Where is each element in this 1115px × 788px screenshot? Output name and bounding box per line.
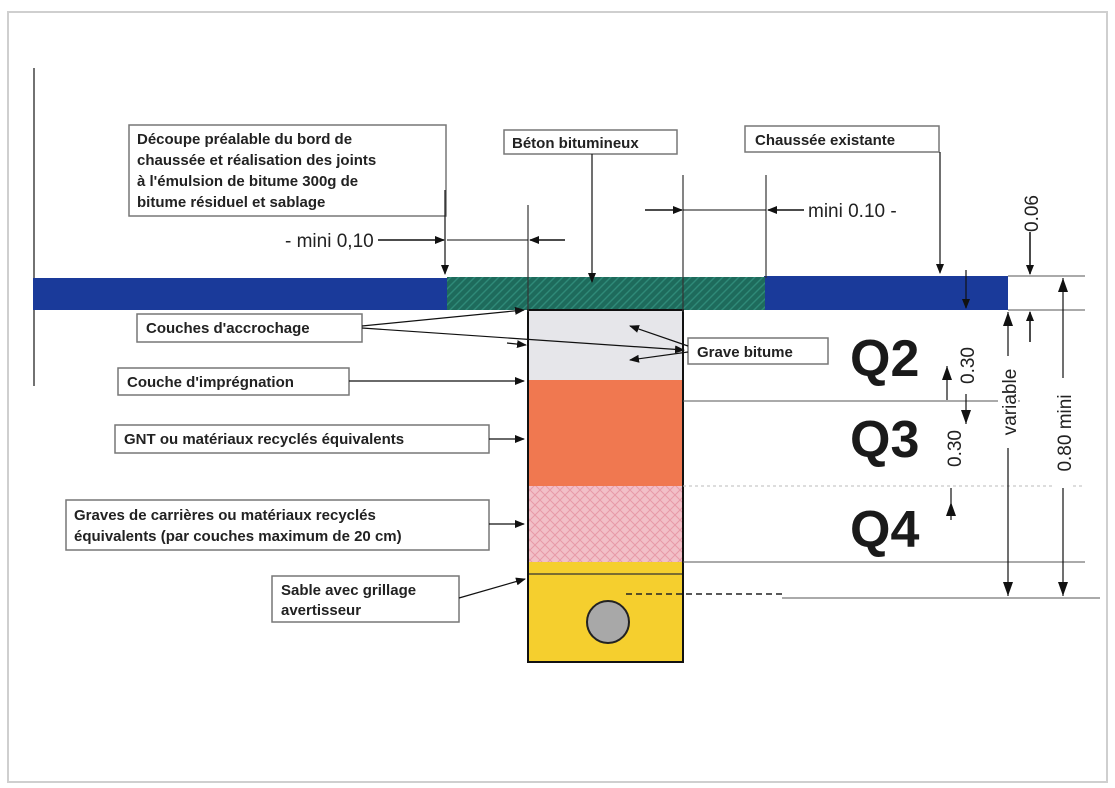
existing-road-left <box>33 278 448 310</box>
dim-030b-arrow-bottom <box>946 502 956 516</box>
callout-grave-bitume-label: Grave bitume <box>697 344 793 361</box>
callout-accrochage-label: Couches d'accrochage <box>146 320 310 337</box>
callout-accrochage-leader-1 <box>362 310 524 326</box>
pipe-icon <box>587 601 629 643</box>
callout-gnt-label: GNT ou matériaux recyclés équivalents <box>124 431 405 448</box>
dim-080-arrow-top <box>1058 278 1068 292</box>
callout-impregnation-label: Couche d'imprégnation <box>127 374 294 391</box>
callout-decoupe-line-2: chaussée et réalisation des joints <box>137 152 377 169</box>
callout-graves-line-2: équivalents (par couches maximum de 20 cm) <box>74 528 402 545</box>
callout-beton-label: Béton bitumineux <box>512 135 639 152</box>
dim-030a-label: 0.30 <box>958 347 979 384</box>
dim-080-label: 0.80 mini <box>1055 394 1076 472</box>
dim-030b-arrow-top <box>961 410 971 424</box>
callout-sable-line-1: Sable avec grillage <box>281 582 417 599</box>
asphalt-concrete-hatch <box>447 277 765 310</box>
zone-q3-label: Q3 <box>850 411 920 469</box>
existing-road-right <box>764 276 1008 310</box>
callout-decoupe-line-4: bitume résiduel et sablage <box>137 194 326 211</box>
zone-q2-label: Q2 <box>850 330 920 388</box>
graves-layer-hatch <box>528 486 683 562</box>
dim-080-arrow-bottom <box>1058 582 1068 596</box>
dim-006-label: 0.06 <box>1022 195 1043 232</box>
dim-030b-label: 0.30 <box>945 430 966 467</box>
callout-sable-leader <box>459 579 525 598</box>
dim-variable-arrow-top <box>1003 312 1013 326</box>
callout-graves-line-1: Graves de carrières ou matériaux recyclés <box>74 507 376 524</box>
callout-accrochage-leader-3 <box>507 343 526 345</box>
mini-right-label: mini 0.10 - <box>808 201 897 222</box>
dim-variable-arrow-bottom <box>1003 582 1013 596</box>
dim-variable-label: variable <box>1000 368 1021 436</box>
callout-decoupe-line-1: Découpe préalable du bord de <box>137 131 353 148</box>
dim-030a-arrow <box>942 366 952 380</box>
callout-decoupe-line-3: à l'émulsion de bitume 300g de <box>137 173 359 190</box>
mini-left-label: - mini 0,10 <box>285 231 374 252</box>
callout-chaussee-label: Chaussée existante <box>755 132 896 149</box>
zone-q4-label: Q4 <box>850 501 920 559</box>
gnt-layer <box>528 380 683 486</box>
callout-sable-line-2: avertisseur <box>281 602 362 619</box>
